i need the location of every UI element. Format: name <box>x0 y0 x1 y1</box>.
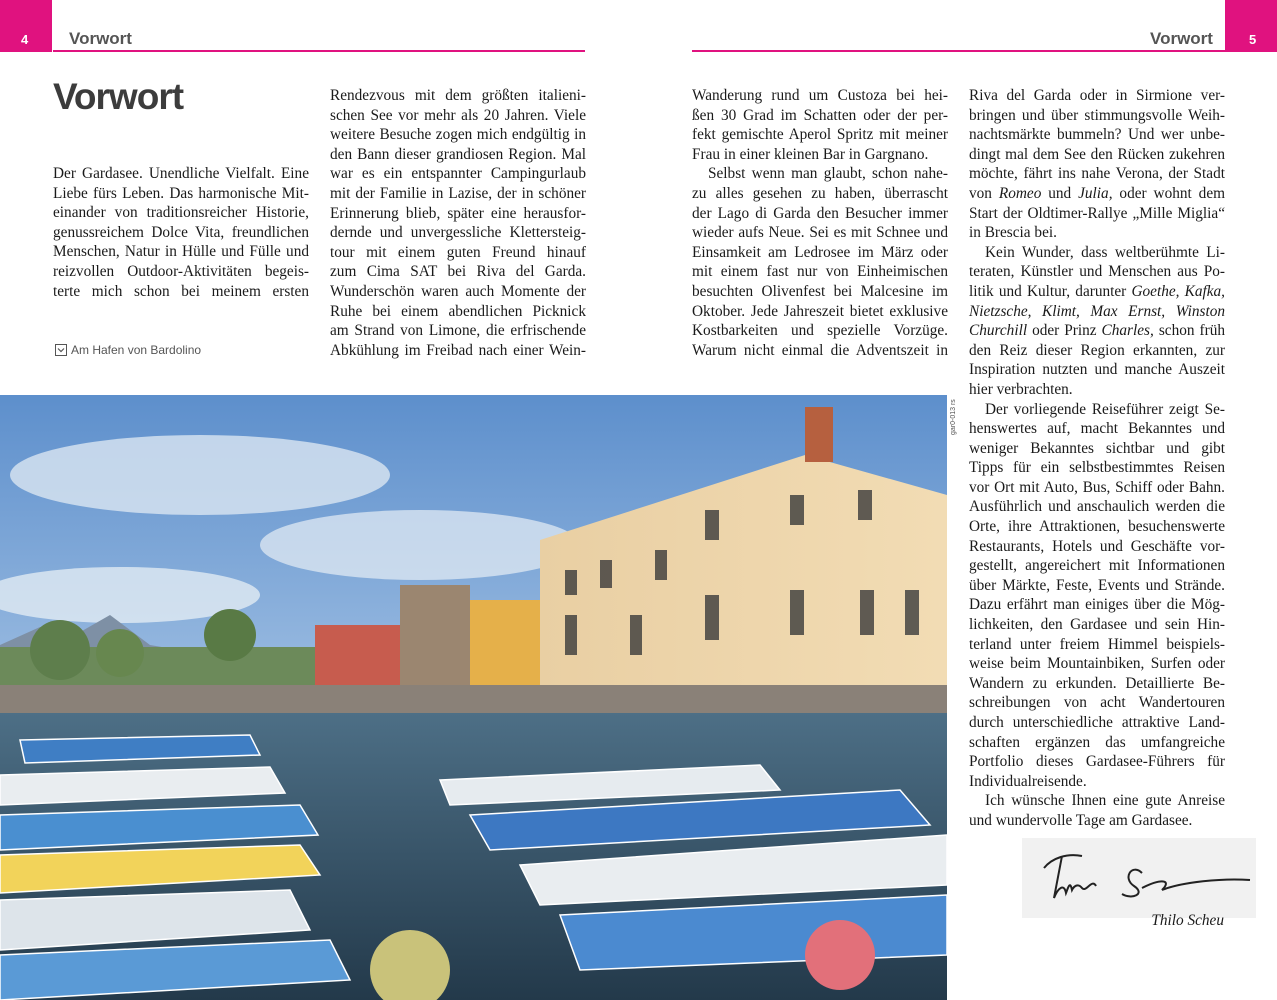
text-line: genussreichem Dolce Vita, freundlichen <box>53 223 309 241</box>
text-line: besuchten Olivenfest bei Malcesine im <box>692 282 948 300</box>
text-line: Der vorliegende Reiseführer zeigt Se- <box>985 400 1225 418</box>
text-line: Kein Wunder, dass weltberühmte Li- <box>985 243 1225 261</box>
text-line: schreibungen von acht Wandertouren <box>969 694 1225 712</box>
text-line: terland unter freiem Himmel beispiels- <box>969 635 1225 653</box>
text-column-1 <box>53 164 309 301</box>
text-line: dingt mal dem See den Rücken zukehren <box>969 145 1225 163</box>
text-line: Oktober. Jede Jahreszeit bietet exklusive <box>692 302 948 320</box>
text-column-3 <box>692 86 948 360</box>
text-line: Kostbarkeiten und spezielle Vorzüge. <box>692 322 948 340</box>
text-line: bringen und über stimmungsvolle Weih- <box>969 106 1225 124</box>
text-line: lichkeiten, den Gardasee und sein Hin- <box>969 616 1225 634</box>
text-line: Einsamkeit am Ledrosee im März oder <box>692 243 948 261</box>
text-line: henswertes auf, macht Bekanntes und <box>969 420 1225 438</box>
text-line: mit der Familie in Lazise, der in schöner <box>330 184 586 202</box>
text-line: war es ein entspannter Campingurlaub <box>330 165 586 183</box>
text-line: einander von traditionsreicher Historie, <box>53 204 309 222</box>
page-number-tab-left <box>0 0 52 52</box>
text-line: Menschen, Natur in Hülle und Fülle und <box>53 243 309 261</box>
text-line: schaften ergänzen das umfangreiche <box>969 733 1225 751</box>
text-line: hier verbrachten. <box>969 380 1073 398</box>
running-head-left: Vorwort <box>69 29 132 48</box>
page-number-right: 5 <box>1249 32 1257 47</box>
text-line: Selbst wenn man glaubt, schon nahe- <box>708 165 948 183</box>
text-line: Start der Oldtimer-Rallye „Mille Miglia“ <box>969 204 1225 222</box>
harbor-photo <box>0 395 947 1000</box>
text-line: der Lago di Garda den Besucher immer <box>692 204 948 222</box>
photo-caption <box>55 343 201 357</box>
text-line: Wunderschön waren auch Momente der <box>330 282 586 300</box>
text-line: Individualreisende. <box>969 772 1087 790</box>
text-line: Liebe fürs Leben. Das harmonische Mit- <box>53 184 309 202</box>
text-line: Riva del Garda oder in Sirmione ver- <box>969 87 1225 104</box>
text-line: Ausführlich und anschaulich werden die <box>969 498 1225 516</box>
text-line: und wundervolle Tage am Gardasee. <box>969 811 1193 829</box>
text-line: Dazu erfährt man einiges über die Mög- <box>969 596 1225 614</box>
text-line: dernde und unvergessliche Klettersteig- <box>330 224 586 242</box>
text-line: von Romeo und Julia, oder wohnt dem <box>969 184 1226 202</box>
text-line: litik und Kultur, darunter Goethe, Kafka, <box>969 282 1225 300</box>
text-line: ßen 30 Grad im Schatten oder der per- <box>692 106 948 124</box>
text-line: Orte, ihre Attraktionen, besuchenswerte <box>969 518 1225 536</box>
page-number-tab-right <box>1225 0 1277 52</box>
text-line: Ruhe bei einem abendlichen Picknick <box>330 302 586 320</box>
text-line: Churchill oder Prinz Charles, schon früh <box>969 322 1225 340</box>
text-line: Abkühlung im Freibad nach einer Wein- <box>330 341 586 359</box>
text-line: weitere Besuche zogen mich endgültig in <box>330 126 586 144</box>
text-line: gestellt, angereichert mit Informationen <box>969 557 1225 575</box>
page-number-left: 4 <box>21 32 29 47</box>
text-line: über Märkte, Feste, Events und Strände. <box>969 576 1225 594</box>
text-line: Tipps für ein selbstbestimmtes Reisen <box>969 459 1225 477</box>
text-line: fekt gemischte Aperol Spritz mit meiner <box>692 126 948 144</box>
text-line: tour mit einem guten Freund hinauf <box>330 243 586 261</box>
text-line: reizvollen Outdoor-Aktivitäten begeis- <box>53 262 309 280</box>
text-line: vor Ort mit Auto, Bus, Schiff oder Bahn. <box>969 478 1225 496</box>
text-line: weise beim Mountainbiken, Surfen oder <box>969 655 1225 673</box>
text-line: durch unterschiedliche attraktive Land- <box>969 714 1225 731</box>
text-line: Restaurants, Hotels und Geschäfte vor- <box>969 537 1225 555</box>
text-line: terte mich schon bei meinem ersten <box>53 282 309 300</box>
text-line: Nietzsche, Klimt, Max Ernst, Winston <box>969 302 1225 320</box>
text-line: zum Cima SAT bei Riva del Garda. <box>330 263 586 281</box>
text-line: Portfolio dieses Gardasee-Führers für <box>969 753 1225 771</box>
text-line: schen See vor mehr als 20 Jahren. Viele <box>330 106 586 124</box>
signature <box>1022 838 1256 918</box>
text-column-4 <box>969 86 1225 831</box>
text-column-2 <box>330 86 586 360</box>
text-line: wieder aufs Neue. Sei es mit Schnee und <box>692 224 948 242</box>
text-line: Frau in einer kleinen Bar in Gargnano. <box>692 145 929 163</box>
text-line: Wanderung rund um Custoza bei hei- <box>692 87 948 104</box>
running-head-right: Vorwort <box>1150 29 1213 48</box>
text-line: zu alles gesehen zu haben, überrascht <box>692 184 948 202</box>
text-line: am Strand von Limone, die erfrischende <box>330 322 586 340</box>
header-rule-right <box>692 50 1225 52</box>
text-line: in Brescia bei. <box>969 224 1057 242</box>
text-line: teraten, Künstler und Menschen aus Po- <box>969 263 1225 281</box>
text-line: nachtsmärkte bummeln? Und wer unbe- <box>969 126 1225 144</box>
text-line: weniger Bekanntes sichtbar und gibt <box>969 439 1225 457</box>
text-line: Wandern zu erkunden. Detaillierte Be- <box>969 674 1225 692</box>
chapter-title: Vorwort <box>53 76 184 117</box>
caption-text: Am Hafen von Bardolino <box>71 343 202 357</box>
arrow-down-box-icon <box>55 344 67 356</box>
photo-credit: gar0-013 rs <box>950 399 957 435</box>
author-name: Thilo Scheu <box>1151 912 1224 929</box>
text-line: den Bann dieser grandiosen Region. Mal <box>330 145 586 163</box>
text-line: den Reiz dieser Region erkannten, zur <box>969 341 1225 359</box>
text-line: Ich wünsche Ihnen eine gute Anreise <box>985 792 1225 810</box>
text-line: mit einem fast nur von Einheimischen <box>692 263 948 281</box>
text-line: Erinnerung blieb, später eine herausfor- <box>330 204 586 222</box>
header-rule-left <box>53 50 585 52</box>
text-line: möchte, fährt ins nahe Verona, der Stadt <box>969 165 1225 183</box>
text-line: Inspiration nutzten und manche Auszeit <box>969 361 1225 379</box>
text-line: Der Gardasee. Unendliche Vielfalt. Eine <box>53 165 309 182</box>
text-line: Warum nicht einmal die Adventszeit in <box>692 341 948 359</box>
text-line: Rendezvous mit dem größten italieni- <box>330 87 586 104</box>
